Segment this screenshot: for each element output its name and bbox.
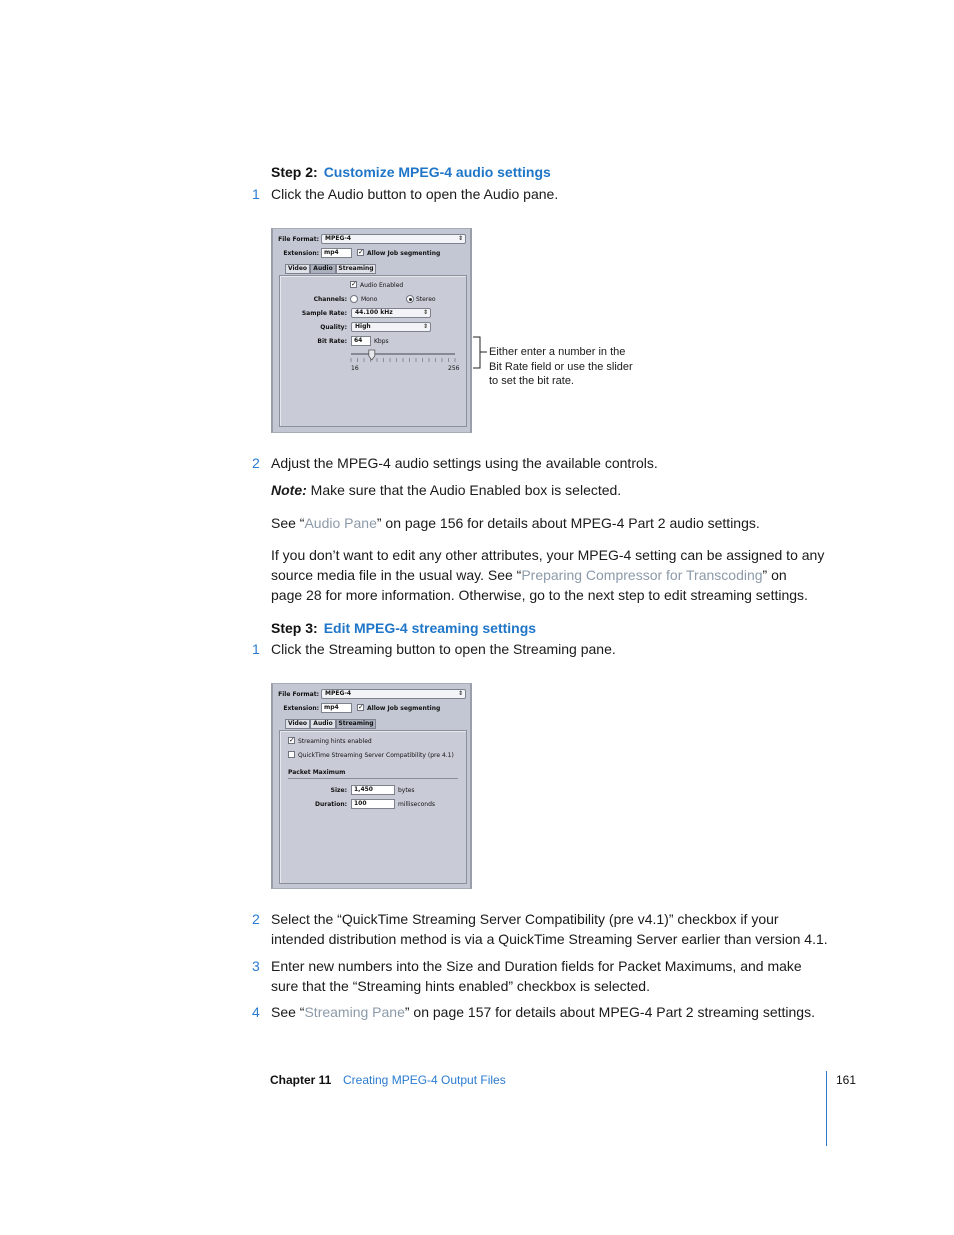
step2-heading xyxy=(271,164,551,180)
extension-field[interactable]: mp4 xyxy=(321,703,352,713)
step2-title: Customize MPEG-4 audio settings xyxy=(323,164,551,180)
file-format-value: MPEG-4 xyxy=(325,690,352,697)
callout-line-2: Bit Rate field or use the slider xyxy=(489,360,633,373)
step3-item3-number: 3 xyxy=(252,958,260,974)
tab-streaming[interactable]: Streaming xyxy=(336,719,376,729)
quality-label: Quality: xyxy=(320,324,347,331)
streaming-pane-link[interactable]: Streaming Pane xyxy=(304,1004,405,1020)
qt-compat-label: QuickTime Streaming Server Compatibility (pre 4.1) xyxy=(298,752,454,759)
step3-item3-text xyxy=(271,956,802,996)
para-line-2 xyxy=(271,565,841,585)
audio-enabled-checkbox[interactable]: ✓ xyxy=(351,280,357,288)
other-attributes-paragraph xyxy=(271,545,841,605)
para-line-1: If you don’t want to edit any other attributes, your MPEG-4 setting can be assigned to any xyxy=(271,547,825,563)
file-format-label: File Format: xyxy=(278,236,319,243)
allow-segmenting-checkbox[interactable]: ✓ xyxy=(358,248,364,256)
file-format-popup[interactable] xyxy=(321,234,466,244)
item4-post: ” on page 157 for details about MPEG-4 Part 2 streaming settings. xyxy=(404,1004,815,1020)
streaming-hints-label: Streaming hints enabled xyxy=(298,738,372,745)
slider-max-label: 256 xyxy=(448,365,460,372)
size-unit: bytes xyxy=(398,787,415,794)
callout-line-1: Either enter a number in the xyxy=(489,346,626,358)
sample-rate-label: Sample Rate: xyxy=(301,310,347,317)
bit-rate-label: Bit Rate: xyxy=(317,338,347,345)
slider-thumb[interactable] xyxy=(369,350,375,360)
see-pre: See “ xyxy=(271,515,305,531)
step3-item2-line-2: intended distribution method is via a QuickTime Streaming Server earlier than version 4.1. xyxy=(271,931,828,947)
packet-maximum-label: Packet Maximum xyxy=(288,769,346,776)
step2-item1-text: Click the Audio button to open the Audio pane. xyxy=(271,186,559,202)
audio-pane-screenshot xyxy=(271,228,472,433)
file-format-label: File Format: xyxy=(278,691,319,698)
step3-item2-line-1: Select the “QuickTime Streaming Server Compatibility (pre v4.1)” checkbox if your xyxy=(271,911,779,927)
quality-value: High xyxy=(355,323,371,330)
stereo-label: Stereo xyxy=(416,296,436,303)
preparing-compressor-link[interactable]: Preparing Compressor for Transcoding xyxy=(521,567,763,583)
step3-item4-text xyxy=(271,1002,815,1022)
duration-unit: milliseconds xyxy=(398,801,436,808)
file-format-popup[interactable] xyxy=(321,689,466,699)
callout-line-3: to set the bit rate. xyxy=(489,375,574,387)
extension-label: Extension: xyxy=(283,705,319,712)
tab-streaming[interactable]: Streaming xyxy=(336,264,376,274)
para-line-3: page 28 for more information. Otherwise, go to the next step to edit streaming settings. xyxy=(271,587,808,603)
note-text: Make sure that the Audio Enabled box is selected. xyxy=(310,482,622,498)
tab-video[interactable]: Video xyxy=(285,719,310,729)
step3-label: Step 3: xyxy=(271,620,318,636)
mono-label: Mono xyxy=(361,296,378,303)
bit-rate-field[interactable]: 64 xyxy=(351,336,371,346)
channels-label: Channels: xyxy=(313,296,347,303)
extension-label: Extension: xyxy=(283,250,319,257)
packet-divider xyxy=(288,778,458,779)
extension-field[interactable]: mp4 xyxy=(321,248,352,258)
callout-bracket xyxy=(472,336,488,370)
size-field[interactable]: 1,450 xyxy=(351,785,395,795)
step3-item1-text: Click the Streaming button to open the Streaming pane. xyxy=(271,641,616,657)
step2-label: Step 2: xyxy=(271,164,318,180)
file-format-value: MPEG-4 xyxy=(325,235,352,242)
audio-enabled-label: Audio Enabled xyxy=(360,282,404,289)
callout-text xyxy=(489,345,633,389)
step2-item1-number: 1 xyxy=(252,186,260,202)
tab-audio[interactable]: Audio xyxy=(310,719,336,729)
sample-rate-value: 44.100 kHz xyxy=(355,309,393,316)
footer-chapter-title: Creating MPEG-4 Output Files xyxy=(343,1073,506,1087)
step3-item3-line-2: sure that the “Streaming hints enabled” checkbox is selected. xyxy=(271,978,650,994)
footer-page-number: 161 xyxy=(836,1073,857,1087)
para-line-2-post: ” on xyxy=(762,567,787,583)
sample-rate-popup[interactable] xyxy=(351,308,431,318)
popup-arrows-icon: ⇕ xyxy=(457,235,463,242)
qt-compat-checkbox[interactable] xyxy=(288,751,295,758)
allow-segmenting-label: Allow Job segmenting xyxy=(367,250,441,257)
step3-heading xyxy=(271,620,536,636)
slider-ticks xyxy=(351,358,455,362)
step3-item3-line-1: Enter new numbers into the Size and Duration fields for Packet Maximums, and make xyxy=(271,958,802,974)
step3-item2-text xyxy=(271,909,828,949)
bit-rate-slider[interactable] xyxy=(349,349,459,367)
para-line-2-pre: source media file in the usual way. See “ xyxy=(271,567,522,583)
tab-video[interactable]: Video xyxy=(285,264,310,274)
duration-field[interactable]: 100 xyxy=(351,799,395,809)
step2-item2-number: 2 xyxy=(252,455,260,471)
footer-rule xyxy=(826,1071,827,1146)
step3-item4-number: 4 xyxy=(252,1004,260,1020)
bit-rate-unit: Kbps xyxy=(374,338,389,345)
slider-min-label: 16 xyxy=(351,365,359,372)
audio-pane-link[interactable]: Audio Pane xyxy=(304,515,377,531)
size-label: Size: xyxy=(330,787,347,794)
popup-arrows-icon: ⇕ xyxy=(422,309,428,316)
mono-radio[interactable] xyxy=(350,295,358,303)
allow-segmenting-checkbox[interactable]: ✓ xyxy=(358,703,364,711)
duration-label: Duration: xyxy=(315,801,347,808)
tab-audio[interactable]: Audio xyxy=(310,264,336,274)
step3-item1-number: 1 xyxy=(252,641,260,657)
note-paragraph xyxy=(271,480,621,500)
note-label: Note: xyxy=(271,482,307,498)
step3-title: Edit MPEG-4 streaming settings xyxy=(323,620,537,636)
step2-item2-text: Adjust the MPEG-4 audio settings using the available controls. xyxy=(271,455,658,471)
item4-pre: See “ xyxy=(271,1004,305,1020)
footer-chapter: Chapter 11 xyxy=(270,1073,332,1087)
see-post: ” on page 156 for details about MPEG-4 Part 2 audio settings. xyxy=(376,515,760,531)
popup-arrows-icon: ⇕ xyxy=(457,690,463,697)
streaming-pane-screenshot xyxy=(271,683,472,889)
quality-popup[interactable] xyxy=(351,322,431,332)
popup-arrows-icon: ⇕ xyxy=(422,323,428,330)
streaming-hints-checkbox[interactable]: ✓ xyxy=(289,736,295,744)
stereo-radio[interactable] xyxy=(406,295,414,303)
allow-segmenting-label: Allow Job segmenting xyxy=(367,705,441,712)
see-audio-pane-paragraph xyxy=(271,513,760,533)
step3-item2-number: 2 xyxy=(252,911,260,927)
